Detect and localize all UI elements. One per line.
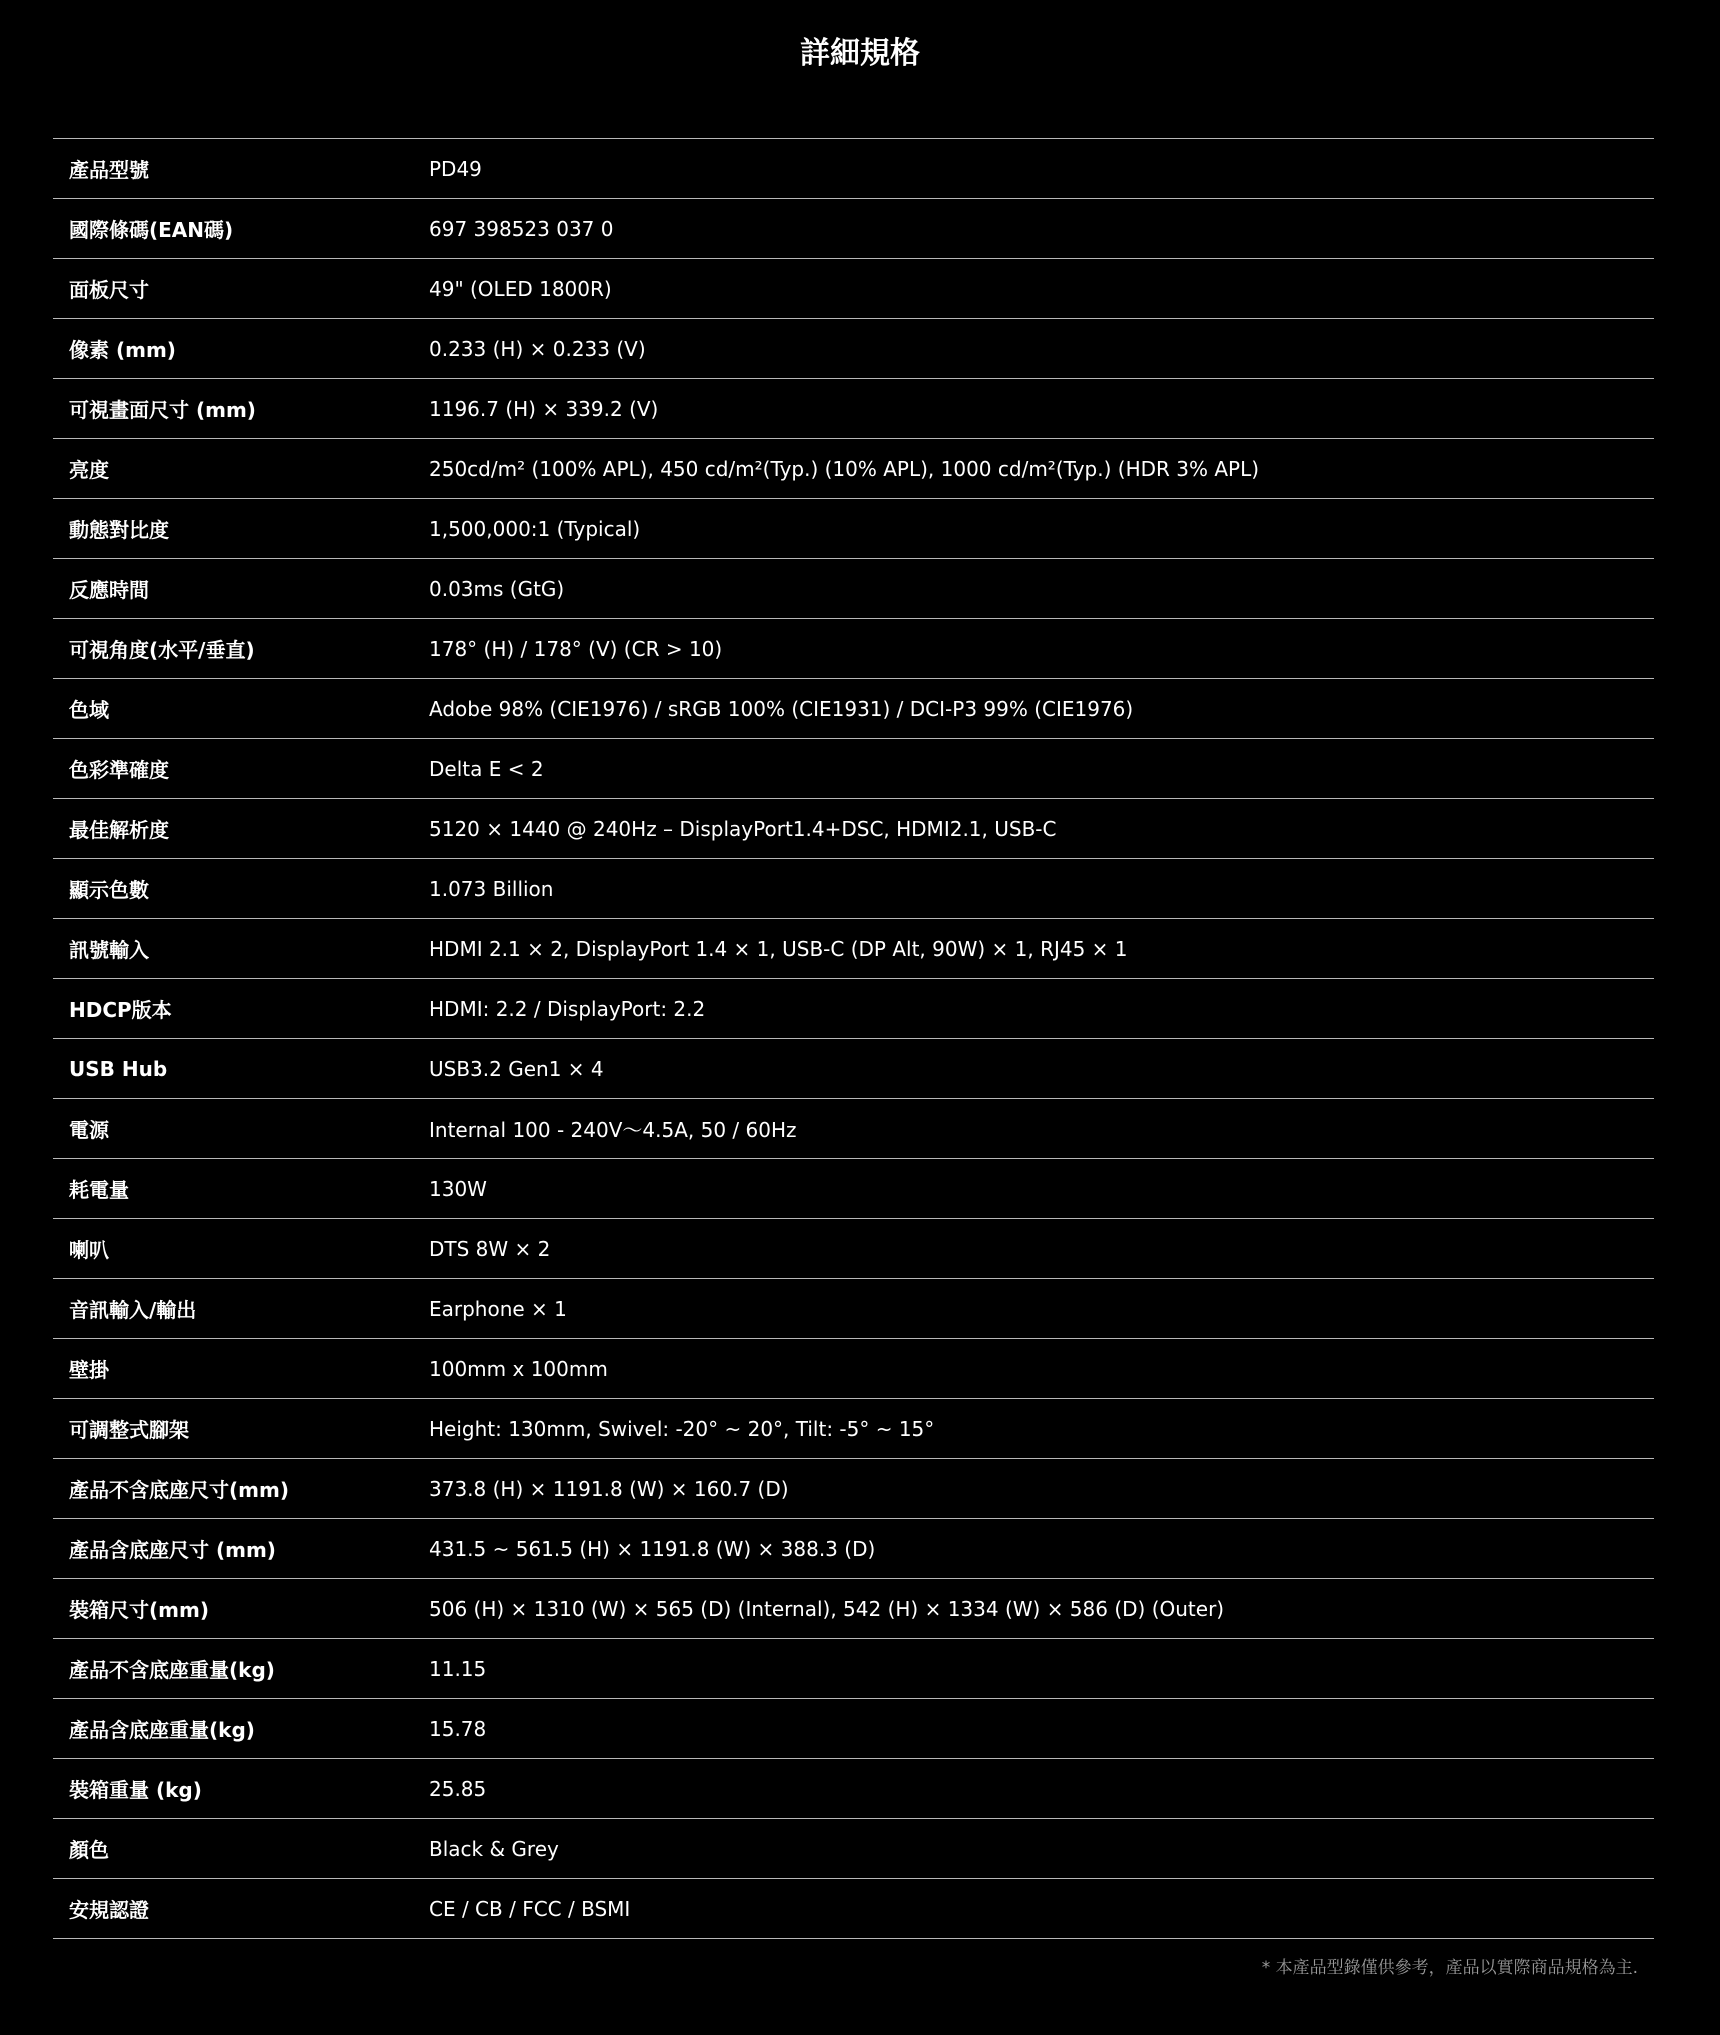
spec-label: HDCP版本: [69, 998, 172, 1022]
spec-row: [53, 1279, 1654, 1339]
spec-row: [53, 1759, 1654, 1819]
spec-label: 裝箱重量 (kg): [69, 1778, 202, 1802]
spec-row: [53, 859, 1654, 919]
spec-row: [53, 559, 1654, 619]
spec-value: HDMI: 2.2 / DisplayPort: 2.2: [429, 996, 706, 1021]
spec-row: [53, 139, 1654, 199]
disclaimer-footnote: * 本產品型錄僅供參考，產品以實際商品規格為主.: [1261, 1958, 1638, 1978]
spec-value: 0.233 (H) × 0.233 (V): [429, 336, 646, 361]
spec-label: 顏色: [69, 1838, 109, 1862]
spec-label: 喇叭: [69, 1238, 109, 1262]
spec-label: 動態對比度: [69, 518, 169, 542]
spec-label: 安規認證: [69, 1898, 149, 1922]
spec-row: [53, 1879, 1654, 1939]
spec-label: 訊號輸入: [69, 938, 149, 962]
spec-value: 49" (OLED 1800R): [429, 276, 612, 301]
spec-row: [53, 919, 1654, 979]
spec-value: PD49: [429, 156, 482, 181]
spec-label: 可視畫面尺寸 (mm): [69, 398, 256, 422]
spec-table: [53, 138, 1654, 1939]
spec-value: 250cd/m² (100% APL), 450 cd/m²(Typ.) (10% APL), 1000 cd/m²(Typ.) (HDR 3% APL): [429, 456, 1260, 481]
spec-value: HDMI 2.1 × 2, DisplayPort 1.4 × 1, USB-C (DP Alt, 90W) × 1, RJ45 × 1: [429, 936, 1128, 961]
spec-label: 產品含底座重量(kg): [69, 1718, 255, 1742]
spec-value: 506 (H) × 1310 (W) × 565 (D) (Internal), 542 (H) × 1334 (W) × 586 (D) (Outer): [429, 1596, 1225, 1621]
spec-row: [53, 1039, 1654, 1099]
spec-label: 音訊輸入/輸出: [69, 1298, 197, 1322]
spec-label: 最佳解析度: [69, 818, 169, 842]
spec-label: 壁掛: [69, 1358, 109, 1382]
spec-label: 產品不含底座尺寸(mm): [69, 1478, 289, 1502]
spec-value: Black & Grey: [429, 1836, 559, 1861]
spec-value: 11.15: [429, 1656, 487, 1681]
spec-row: [53, 319, 1654, 379]
spec-row: [53, 379, 1654, 439]
spec-label: 色彩準確度: [69, 758, 169, 782]
spec-row: [53, 439, 1654, 499]
spec-row: [53, 1099, 1654, 1159]
spec-label: 產品含底座尺寸 (mm): [69, 1538, 276, 1562]
spec-row: [53, 1219, 1654, 1279]
spec-value: Height: 130mm, Swivel: -20° ~ 20°, Tilt: -5° ~ 15°: [429, 1416, 935, 1441]
page-title: 詳細規格: [800, 36, 920, 71]
spec-row: [53, 799, 1654, 859]
spec-value: Adobe 98% (CIE1976) / sRGB 100% (CIE1931) / DCI-P3 99% (CIE1976): [429, 696, 1134, 721]
spec-row: [53, 1399, 1654, 1459]
spec-value: 1,500,000:1 (Typical): [429, 516, 641, 541]
spec-label: 顯示色數: [69, 878, 149, 902]
spec-row: [53, 1699, 1654, 1759]
spec-value: USB3.2 Gen1 × 4: [429, 1056, 604, 1081]
spec-value: 15.78: [429, 1716, 487, 1741]
spec-value: Earphone × 1: [429, 1296, 567, 1321]
spec-value: Internal 100 - 240V〜4.5A, 50 / 60Hz: [429, 1118, 797, 1142]
spec-value: 5120 × 1440 @ 240Hz – DisplayPort1.4+DSC, HDMI2.1, USB-C: [429, 816, 1057, 841]
spec-value: CE / CB / FCC / BSMI: [429, 1896, 631, 1921]
spec-label: 亮度: [69, 458, 109, 482]
spec-value: 178° (H) / 178° (V) (CR > 10): [429, 636, 723, 661]
spec-row: [53, 739, 1654, 799]
spec-label: 可視角度(水平/垂直): [69, 638, 255, 662]
spec-label: 像素 (mm): [69, 338, 176, 362]
spec-value: DTS 8W × 2: [429, 1236, 551, 1261]
spec-value: 1196.7 (H) × 339.2 (V): [429, 396, 659, 421]
spec-label: 反應時間: [69, 578, 149, 602]
spec-label: 產品型號: [69, 158, 149, 182]
spec-value: 431.5 ~ 561.5 (H) × 1191.8 (W) × 388.3 (D): [429, 1536, 876, 1561]
spec-row: [53, 199, 1654, 259]
spec-value: 697 398523 037 0: [429, 216, 614, 241]
spec-row: [53, 1819, 1654, 1879]
spec-row: [53, 1519, 1654, 1579]
spec-value: 25.85: [429, 1776, 487, 1801]
spec-row: [53, 1459, 1654, 1519]
spec-label: 色域: [69, 698, 109, 722]
spec-label: 電源: [69, 1118, 109, 1142]
spec-row: [53, 499, 1654, 559]
spec-row: [53, 679, 1654, 739]
spec-row: [53, 259, 1654, 319]
spec-label: USB Hub: [69, 1056, 168, 1081]
spec-row: [53, 1159, 1654, 1219]
spec-label: 產品不含底座重量(kg): [69, 1658, 275, 1682]
spec-label: 裝箱尺寸(mm): [69, 1598, 209, 1622]
spec-row: [53, 1579, 1654, 1639]
spec-value: 1.073 Billion: [429, 876, 554, 901]
spec-value: 373.8 (H) × 1191.8 (W) × 160.7 (D): [429, 1476, 789, 1501]
spec-row: [53, 1339, 1654, 1399]
spec-row: [53, 619, 1654, 679]
spec-label: 國際條碼(EAN碼): [69, 218, 234, 242]
spec-value: Delta E < 2: [429, 756, 544, 781]
spec-value: 100mm x 100mm: [429, 1356, 608, 1381]
spec-value: 130W: [429, 1176, 487, 1201]
spec-label: 耗電量: [69, 1178, 129, 1202]
spec-value: 0.03ms (GtG): [429, 576, 565, 601]
spec-row: [53, 979, 1654, 1039]
spec-label: 可調整式腳架: [69, 1418, 189, 1442]
spec-row: [53, 1639, 1654, 1699]
spec-label: 面板尺寸: [69, 278, 149, 302]
